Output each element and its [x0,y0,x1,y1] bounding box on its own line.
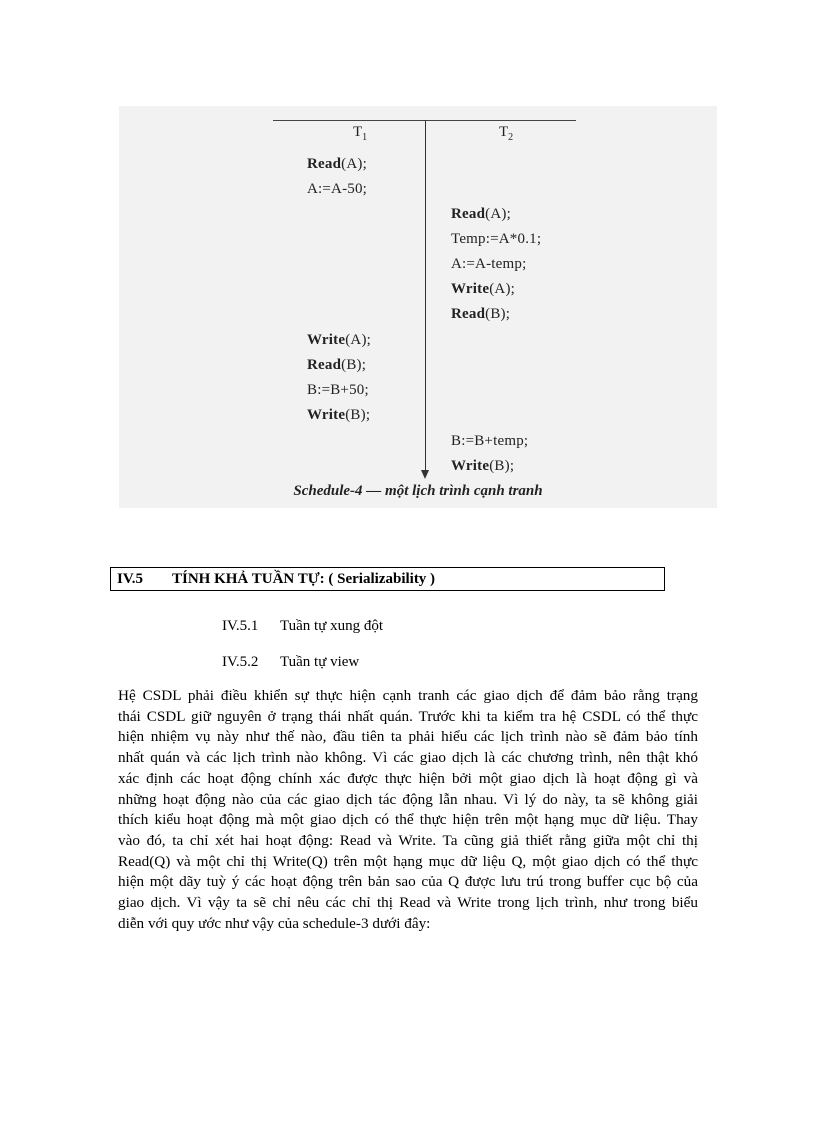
operation-line: Write(A); [307,332,372,348]
time-axis-line [425,120,426,472]
subsection-heading [222,618,383,635]
operation-line: Read(A); [451,206,511,222]
operation-line: B:=B+temp; [451,433,529,449]
subsection-title: Tuần tự view [280,654,360,670]
paragraph-line: Hệ CSDL phải điều khiển sự thực hiện cạnh tranh các giao dịch để đảm bảo rằng trạng [118,687,698,704]
operation-line: A:=A-50; [307,181,368,197]
paragraph-line: Read(Q) và một chỉ thị Write(Q) trên một hạng mục dữ liệu Q, một giao dịch có thể thực [118,852,698,870]
paragraph-line: diễn với quy ước như vậy của schedule-3 dưới đây: [118,914,431,932]
section-title: TÍNH KHẢ TUẦN TỰ: ( Serializability ) [172,571,436,587]
figure-caption: Schedule-4 — một lịch trình cạnh tranh [293,483,543,499]
paragraph-line: thích kiểu hoạt động mà một giao dịch có thể thực hiện trên một hạng mục dữ liệu. Thay [118,811,698,829]
operation-line: Read(B); [307,357,367,373]
paragraph-line: hiện nhiệm vụ này như thế nào, đầu tiên ta phải hiểu các lịch trình nào sẽ đảm bảo tính [118,728,698,746]
operation-line: Read(A); [307,156,367,172]
section-number: IV.5 [117,571,143,587]
subsection-number: IV.5.2 [222,654,259,670]
paragraph-line: thái CSDL giữ nguyên ở trạng thái nhất quán. Trước khi ta kiểm tra hệ CSDL có thể thực [118,707,698,725]
subsection-title: Tuần tự xung đột [280,618,384,634]
subsection-heading [222,654,359,671]
subsection-number: IV.5.1 [222,618,259,634]
paragraph-line: xác định các hoạt động chính xác được thực hiện bởi một giao dịch là hoạt động gì và [118,769,698,787]
operation-line: Write(B); [451,458,515,474]
schedule-figure [119,106,717,508]
paragraph-line: nhất quán và các lịch trình nào không. Vì các giao dịch là các chương trình, nên thật khó [118,749,698,767]
operation-line: A:=A-temp; [451,256,527,272]
operation-line: B:=B+50; [307,382,369,398]
column-header-t2: $T_2$ [499,124,514,143]
body-paragraph [118,686,698,934]
paragraph-line: vào đó, ta chỉ xét hai hoạt động: Read và Write. Ta cũng giả thiết rằng giữa một chỉ thị [118,831,698,849]
operation-line: Read(B); [451,306,511,322]
operation-line: Write(B); [307,407,371,423]
operation-line: Write(A); [451,281,516,297]
paragraph-line: những hoạt động nào của các giao dịch tác động lẫn nhau. Vì lý do này, ta sẽ không giải [118,790,698,808]
paragraph-line: giao dịch. Vì vậy ta sẽ chỉ nêu các chỉ thị Read và Write trong lịch trình, như trong biểu [118,894,698,912]
section-heading [110,567,665,591]
time-axis-arrowhead [421,470,429,479]
operation-line: Temp:=A*0.1; [451,231,542,247]
paragraph-line: hiện một dãy tuỳ ý các hoạt động trên bản sao của Q được lưu trú trong buffer cục bộ của [118,873,698,891]
column-header-t1: $T_1$ [353,124,368,143]
